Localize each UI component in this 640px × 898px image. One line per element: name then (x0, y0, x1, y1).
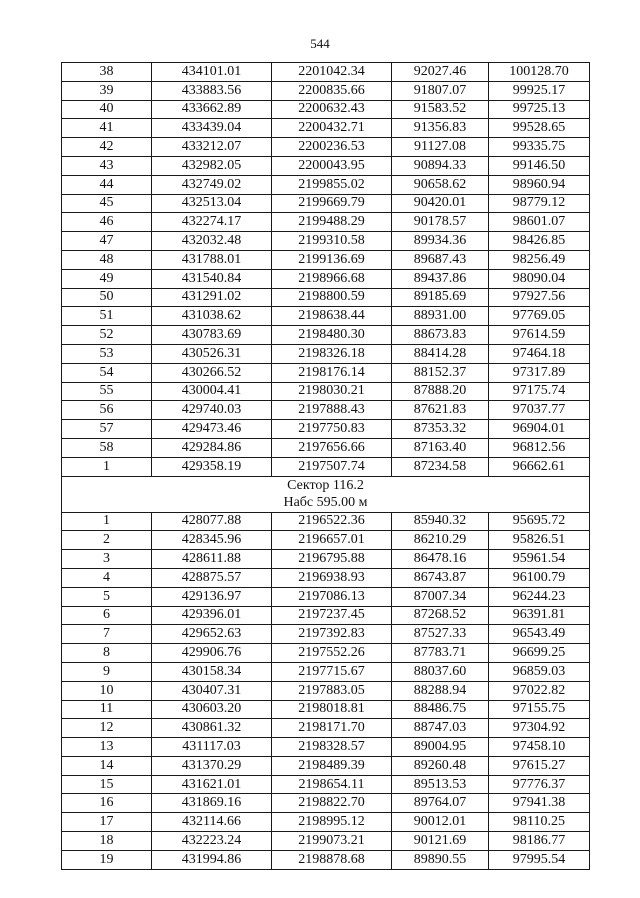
table-row (62, 63, 590, 82)
coord-x-local-cell: 91807.07 (392, 81, 489, 100)
coord-y-cell: 2196938.93 (272, 568, 392, 587)
table-row (62, 719, 590, 738)
coord-x-cell: 430158.34 (152, 662, 272, 681)
coord-y-cell: 2198878.68 (272, 850, 392, 869)
coord-y-cell: 2198995.12 (272, 813, 392, 832)
table-row (62, 438, 590, 457)
coord-y-local-cell: 96244.23 (489, 587, 590, 606)
coord-x-local-cell: 89513.53 (392, 775, 489, 794)
coord-y-local-cell: 99528.65 (489, 119, 590, 138)
coord-y-local-cell: 97458.10 (489, 738, 590, 757)
coord-y-cell: 2201042.34 (272, 63, 392, 82)
coord-x-local-cell: 87234.58 (392, 457, 489, 476)
point-number-cell: 46 (62, 213, 152, 232)
coord-y-local-cell: 97304.92 (489, 719, 590, 738)
table-row (62, 250, 590, 269)
coord-x-cell: 431994.86 (152, 850, 272, 869)
table-row (62, 813, 590, 832)
table-row (62, 794, 590, 813)
table-row (62, 156, 590, 175)
coord-x-local-cell: 87888.20 (392, 382, 489, 401)
coord-x-cell: 431869.16 (152, 794, 272, 813)
point-number-cell: 44 (62, 175, 152, 194)
coord-x-local-cell: 92027.46 (392, 63, 489, 82)
coord-y-cell: 2200432.71 (272, 119, 392, 138)
coord-x-cell: 430407.31 (152, 681, 272, 700)
table-row (62, 307, 590, 326)
table-row (62, 100, 590, 119)
table-row (62, 850, 590, 869)
coord-y-local-cell: 99335.75 (489, 138, 590, 157)
coord-y-cell: 2198966.68 (272, 269, 392, 288)
coord-x-local-cell: 86743.87 (392, 568, 489, 587)
coord-x-cell: 431038.62 (152, 307, 272, 326)
coord-y-cell: 2198822.70 (272, 794, 392, 813)
coord-x-local-cell: 86478.16 (392, 550, 489, 569)
coord-y-cell: 2196795.88 (272, 550, 392, 569)
coord-y-cell: 2198638.44 (272, 307, 392, 326)
point-number-cell: 11 (62, 700, 152, 719)
point-number-cell: 7 (62, 625, 152, 644)
table-row (62, 420, 590, 439)
coord-x-local-cell: 90658.62 (392, 175, 489, 194)
coord-x-local-cell: 89185.69 (392, 288, 489, 307)
table-row (62, 457, 590, 476)
coord-y-local-cell: 96904.01 (489, 420, 590, 439)
table-row (62, 606, 590, 625)
coord-y-cell: 2198030.21 (272, 382, 392, 401)
coord-x-cell: 429473.46 (152, 420, 272, 439)
coord-y-local-cell: 98779.12 (489, 194, 590, 213)
coord-y-local-cell: 97776.37 (489, 775, 590, 794)
coord-x-cell: 431291.02 (152, 288, 272, 307)
coord-y-local-cell: 97769.05 (489, 307, 590, 326)
coord-x-local-cell: 88152.37 (392, 363, 489, 382)
coord-y-cell: 2197507.74 (272, 457, 392, 476)
coord-y-local-cell: 96543.49 (489, 625, 590, 644)
point-number-cell: 50 (62, 288, 152, 307)
point-number-cell: 49 (62, 269, 152, 288)
point-number-cell: 42 (62, 138, 152, 157)
point-number-cell: 9 (62, 662, 152, 681)
coord-y-cell: 2197715.67 (272, 662, 392, 681)
point-number-cell: 2 (62, 531, 152, 550)
coord-x-local-cell: 90178.57 (392, 213, 489, 232)
coord-x-local-cell: 88931.00 (392, 307, 489, 326)
coord-y-cell: 2196657.01 (272, 531, 392, 550)
point-number-cell: 1 (62, 457, 152, 476)
coord-y-cell: 2198326.18 (272, 344, 392, 363)
point-number-cell: 12 (62, 719, 152, 738)
coord-y-cell: 2199073.21 (272, 832, 392, 851)
table-row (62, 756, 590, 775)
point-number-cell: 55 (62, 382, 152, 401)
coord-y-local-cell: 95695.72 (489, 512, 590, 531)
coord-x-cell: 429396.01 (152, 606, 272, 625)
coord-x-local-cell: 89687.43 (392, 250, 489, 269)
coord-x-local-cell: 91127.08 (392, 138, 489, 157)
table-row (62, 269, 590, 288)
coord-x-cell: 434101.01 (152, 63, 272, 82)
coord-x-local-cell: 89004.95 (392, 738, 489, 757)
coord-y-cell: 2197888.43 (272, 401, 392, 420)
table-row (62, 401, 590, 420)
coord-x-cell: 428345.96 (152, 531, 272, 550)
coord-x-cell: 432223.24 (152, 832, 272, 851)
coord-x-local-cell: 87621.83 (392, 401, 489, 420)
coord-x-cell: 429284.86 (152, 438, 272, 457)
coord-y-cell: 2197237.45 (272, 606, 392, 625)
coord-x-local-cell: 87527.33 (392, 625, 489, 644)
coord-y-local-cell: 96812.56 (489, 438, 590, 457)
coord-x-local-cell: 87163.40 (392, 438, 489, 457)
point-number-cell: 14 (62, 756, 152, 775)
coord-y-local-cell: 96859.03 (489, 662, 590, 681)
coord-x-cell: 433662.89 (152, 100, 272, 119)
coord-y-local-cell: 97464.18 (489, 344, 590, 363)
coord-x-local-cell: 88486.75 (392, 700, 489, 719)
coord-y-cell: 2199136.69 (272, 250, 392, 269)
point-number-cell: 45 (62, 194, 152, 213)
coord-y-local-cell: 99146.50 (489, 156, 590, 175)
table-row (62, 194, 590, 213)
point-number-cell: 4 (62, 568, 152, 587)
table-row (62, 512, 590, 531)
coord-y-local-cell: 98110.25 (489, 813, 590, 832)
coord-y-cell: 2199488.29 (272, 213, 392, 232)
coord-y-local-cell: 97155.75 (489, 700, 590, 719)
coord-x-cell: 431788.01 (152, 250, 272, 269)
table-row (62, 531, 590, 550)
section-title: Сектор 116.2 (287, 478, 364, 494)
point-number-cell: 48 (62, 250, 152, 269)
table-row (62, 662, 590, 681)
point-number-cell: 52 (62, 326, 152, 345)
coord-x-cell: 429906.76 (152, 644, 272, 663)
table-row (62, 119, 590, 138)
coord-y-cell: 2198654.11 (272, 775, 392, 794)
coord-x-local-cell: 89260.48 (392, 756, 489, 775)
table-row (62, 232, 590, 251)
coord-x-local-cell: 85940.32 (392, 512, 489, 531)
coord-y-local-cell: 98090.04 (489, 269, 590, 288)
coord-y-cell: 2197656.66 (272, 438, 392, 457)
coord-y-cell: 2200835.66 (272, 81, 392, 100)
coord-x-local-cell: 88037.60 (392, 662, 489, 681)
coord-x-local-cell: 88288.94 (392, 681, 489, 700)
coord-y-local-cell: 96699.25 (489, 644, 590, 663)
coord-x-cell: 431540.84 (152, 269, 272, 288)
coord-y-cell: 2198480.30 (272, 326, 392, 345)
point-number-cell: 54 (62, 363, 152, 382)
coord-x-local-cell: 89890.55 (392, 850, 489, 869)
point-number-cell: 3 (62, 550, 152, 569)
coord-x-cell: 432982.05 (152, 156, 272, 175)
coordinates-table-rows-upper (62, 63, 590, 477)
point-number-cell: 15 (62, 775, 152, 794)
coord-x-cell: 430783.69 (152, 326, 272, 345)
coord-x-local-cell: 90894.33 (392, 156, 489, 175)
coord-y-local-cell: 97175.74 (489, 382, 590, 401)
coord-x-local-cell: 90012.01 (392, 813, 489, 832)
coord-y-local-cell: 95826.51 (489, 531, 590, 550)
coord-x-local-cell: 89437.86 (392, 269, 489, 288)
coord-y-cell: 2198018.81 (272, 700, 392, 719)
coord-x-cell: 432114.66 (152, 813, 272, 832)
coord-y-cell: 2197883.05 (272, 681, 392, 700)
coord-x-cell: 431621.01 (152, 775, 272, 794)
coord-y-cell: 2197750.83 (272, 420, 392, 439)
table-row (62, 568, 590, 587)
table-row (62, 738, 590, 757)
page-number: 544 (310, 36, 330, 51)
coordinates-table (61, 62, 590, 870)
coord-x-local-cell: 89764.07 (392, 794, 489, 813)
coord-x-local-cell: 91356.83 (392, 119, 489, 138)
coord-x-cell: 432274.17 (152, 213, 272, 232)
point-number-cell: 57 (62, 420, 152, 439)
coord-x-cell: 432749.02 (152, 175, 272, 194)
coord-x-cell: 433883.56 (152, 81, 272, 100)
point-number-cell: 1 (62, 512, 152, 531)
coord-x-cell: 429740.03 (152, 401, 272, 420)
point-number-cell: 13 (62, 738, 152, 757)
coord-x-cell: 433212.07 (152, 138, 272, 157)
point-number-cell: 19 (62, 850, 152, 869)
coord-x-local-cell: 88414.28 (392, 344, 489, 363)
point-number-cell: 18 (62, 832, 152, 851)
table-row (62, 288, 590, 307)
coord-x-cell: 428875.57 (152, 568, 272, 587)
coord-x-cell: 430603.20 (152, 700, 272, 719)
table-row (62, 344, 590, 363)
point-number-cell: 47 (62, 232, 152, 251)
coord-x-cell: 432032.48 (152, 232, 272, 251)
coord-y-local-cell: 97317.89 (489, 363, 590, 382)
point-number-cell: 6 (62, 606, 152, 625)
point-number-cell: 58 (62, 438, 152, 457)
coord-y-local-cell: 97995.54 (489, 850, 590, 869)
coord-x-cell: 429358.19 (152, 457, 272, 476)
point-number-cell: 56 (62, 401, 152, 420)
coord-x-local-cell: 87353.32 (392, 420, 489, 439)
coord-y-cell: 2200632.43 (272, 100, 392, 119)
section-header (62, 476, 590, 512)
point-number-cell: 10 (62, 681, 152, 700)
table-row (62, 550, 590, 569)
coord-x-cell: 432513.04 (152, 194, 272, 213)
coord-y-local-cell: 95961.54 (489, 550, 590, 569)
coord-y-cell: 2198171.70 (272, 719, 392, 738)
table-row (62, 213, 590, 232)
coord-y-cell: 2198328.57 (272, 738, 392, 757)
coord-x-cell: 429652.63 (152, 625, 272, 644)
coord-y-cell: 2199669.79 (272, 194, 392, 213)
coord-x-cell: 431370.29 (152, 756, 272, 775)
coord-y-local-cell: 97927.56 (489, 288, 590, 307)
coord-y-local-cell: 98426.85 (489, 232, 590, 251)
point-number-cell: 17 (62, 813, 152, 832)
coord-x-cell: 433439.04 (152, 119, 272, 138)
table-row (62, 326, 590, 345)
coord-y-local-cell: 97615.27 (489, 756, 590, 775)
coord-x-local-cell: 91583.52 (392, 100, 489, 119)
coord-y-local-cell: 100128.70 (489, 63, 590, 82)
coord-y-cell: 2200043.95 (272, 156, 392, 175)
table-row (62, 644, 590, 663)
coord-y-local-cell: 98601.07 (489, 213, 590, 232)
coord-y-local-cell: 97022.82 (489, 681, 590, 700)
coord-y-cell: 2199310.58 (272, 232, 392, 251)
coord-y-cell: 2197552.26 (272, 644, 392, 663)
table-row (62, 625, 590, 644)
section-subtitle: Набс 595.00 м (283, 495, 368, 511)
coord-x-local-cell: 90420.01 (392, 194, 489, 213)
table-row (62, 81, 590, 100)
coord-y-cell: 2199855.02 (272, 175, 392, 194)
coord-x-cell: 430526.31 (152, 344, 272, 363)
coord-y-local-cell: 98960.94 (489, 175, 590, 194)
coord-x-local-cell: 86210.29 (392, 531, 489, 550)
coord-x-cell: 428077.88 (152, 512, 272, 531)
table-row (62, 138, 590, 157)
table-row (62, 175, 590, 194)
coord-y-cell: 2198489.39 (272, 756, 392, 775)
coord-x-local-cell: 87783.71 (392, 644, 489, 663)
coord-y-local-cell: 97037.77 (489, 401, 590, 420)
coord-x-cell: 430266.52 (152, 363, 272, 382)
table-row (62, 775, 590, 794)
coord-y-local-cell: 96662.61 (489, 457, 590, 476)
coordinates-table-rows-lower (62, 512, 590, 869)
point-number-cell: 38 (62, 63, 152, 82)
coord-y-cell: 2196522.36 (272, 512, 392, 531)
coord-y-local-cell: 99725.13 (489, 100, 590, 119)
coord-x-cell: 429136.97 (152, 587, 272, 606)
point-number-cell: 43 (62, 156, 152, 175)
point-number-cell: 5 (62, 587, 152, 606)
coord-y-cell: 2198176.14 (272, 363, 392, 382)
coord-x-local-cell: 87007.34 (392, 587, 489, 606)
point-number-cell: 40 (62, 100, 152, 119)
coord-y-cell: 2197086.13 (272, 587, 392, 606)
coord-y-local-cell: 97614.59 (489, 326, 590, 345)
point-number-cell: 51 (62, 307, 152, 326)
coord-y-local-cell: 98186.77 (489, 832, 590, 851)
table-row (62, 700, 590, 719)
table-row (62, 681, 590, 700)
coord-y-local-cell: 96391.81 (489, 606, 590, 625)
coord-y-local-cell: 98256.49 (489, 250, 590, 269)
point-number-cell: 16 (62, 794, 152, 813)
coord-y-local-cell: 96100.79 (489, 568, 590, 587)
coord-x-local-cell: 88673.83 (392, 326, 489, 345)
coord-x-local-cell: 90121.69 (392, 832, 489, 851)
coord-x-cell: 430004.41 (152, 382, 272, 401)
point-number-cell: 39 (62, 81, 152, 100)
table-row (62, 832, 590, 851)
coord-x-cell: 428611.88 (152, 550, 272, 569)
coord-x-cell: 430861.32 (152, 719, 272, 738)
coord-y-local-cell: 97941.38 (489, 794, 590, 813)
coord-x-local-cell: 87268.52 (392, 606, 489, 625)
coord-y-local-cell: 99925.17 (489, 81, 590, 100)
point-number-cell: 8 (62, 644, 152, 663)
point-number-cell: 41 (62, 119, 152, 138)
point-number-cell: 53 (62, 344, 152, 363)
coord-x-local-cell: 89934.36 (392, 232, 489, 251)
table-row (62, 382, 590, 401)
coord-y-cell: 2197392.83 (272, 625, 392, 644)
coord-y-cell: 2198800.59 (272, 288, 392, 307)
table-row (62, 587, 590, 606)
table-row (62, 363, 590, 382)
section-header-cell (62, 476, 590, 512)
coord-x-local-cell: 88747.03 (392, 719, 489, 738)
coord-y-cell: 2200236.53 (272, 138, 392, 157)
coord-x-cell: 431117.03 (152, 738, 272, 757)
